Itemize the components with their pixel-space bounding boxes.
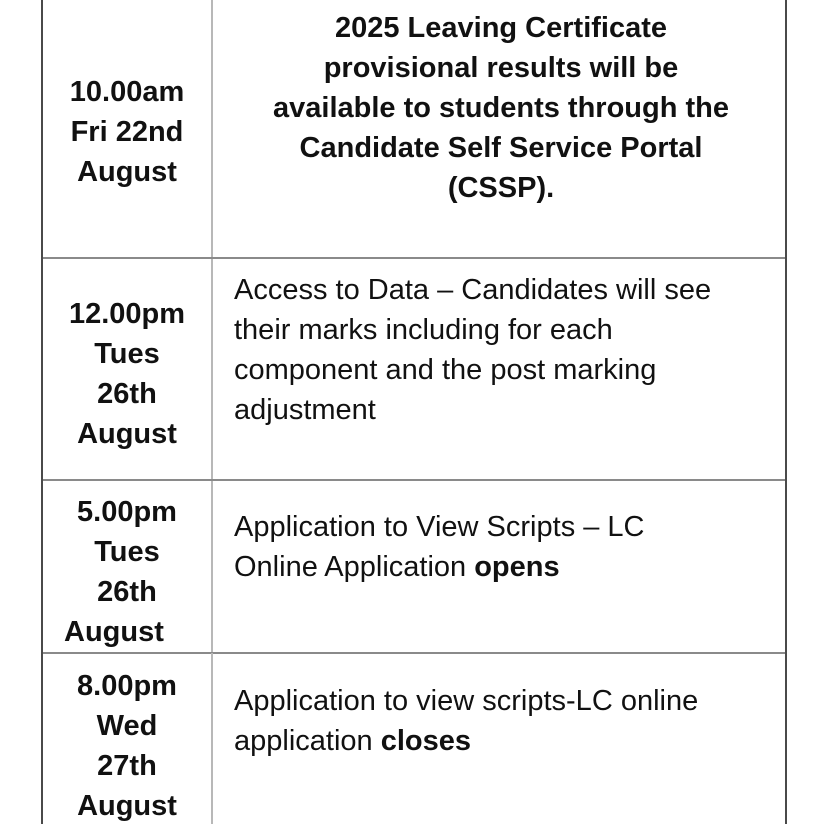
date-cell [43, 666, 211, 824]
date-line: August [64, 616, 164, 648]
date-line: Tues [94, 338, 160, 370]
date-line: 5.00pm [77, 496, 177, 528]
description-line: their marks including for each [234, 314, 613, 346]
date-line: August [77, 790, 177, 822]
description-line: (CSSP). [447, 172, 555, 204]
table-row [43, 653, 785, 824]
description-line: provisional results will be [323, 52, 679, 84]
date-line: 27th [97, 750, 157, 782]
description-line: Application to view scripts-LC online [234, 685, 699, 717]
description-cell [234, 681, 774, 761]
date-line: 10.00am [69, 76, 185, 108]
date-cell [43, 492, 211, 652]
description-line [234, 721, 774, 761]
date-line: 26th [97, 576, 157, 608]
date-cell [43, 294, 211, 454]
column-divider [211, 481, 213, 653]
results-timeline-table [41, 0, 787, 824]
description-line: 2025 Leaving Certificate [334, 12, 668, 44]
description-cell [234, 507, 774, 587]
column-divider [211, 653, 213, 824]
date-line: 8.00pm [77, 670, 177, 702]
description-line: component and the post marking [234, 354, 657, 386]
description-text: Online Application [234, 551, 475, 583]
column-divider [211, 260, 213, 481]
description-cell [219, 8, 783, 208]
date-line: Wed [96, 710, 158, 742]
table-row [43, 260, 785, 481]
description-line: Application to View Scripts – LC [234, 511, 645, 543]
description-line: available to students through the [273, 92, 729, 124]
description-line: Access to Data – Candidates will see [234, 274, 712, 306]
date-line: Fri 22nd [70, 116, 184, 148]
date-line: August [77, 418, 177, 450]
description-text: application [234, 725, 381, 757]
table-row [43, 481, 785, 653]
description-emphasis: opens [474, 551, 560, 583]
date-line: Tues [94, 536, 160, 568]
description-line: Candidate Self Service Portal [299, 132, 703, 164]
description-emphasis: closes [380, 725, 472, 757]
date-cell [43, 72, 211, 192]
row-divider [43, 257, 785, 259]
description-line [234, 547, 774, 587]
description-cell [234, 270, 774, 430]
description-line: adjustment [234, 394, 376, 426]
date-line: 12.00pm [68, 298, 186, 330]
table-row [43, 0, 785, 260]
date-line: August [77, 156, 177, 188]
date-line: 26th [97, 378, 157, 410]
column-divider [211, 0, 213, 260]
